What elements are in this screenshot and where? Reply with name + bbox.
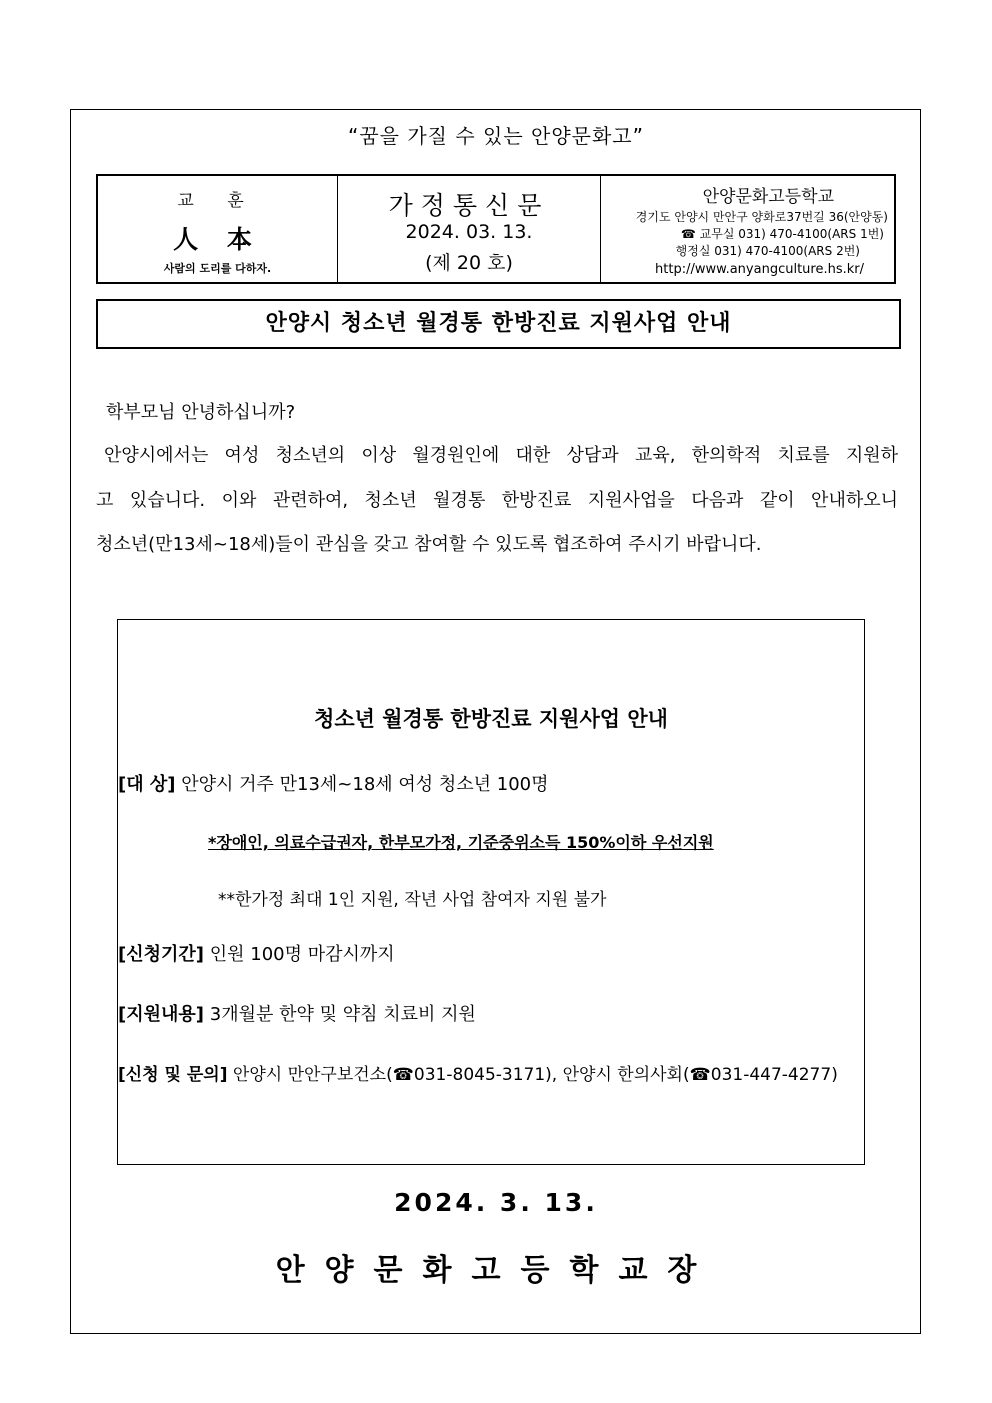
newsletter-date: 2024. 03. 13. xyxy=(405,221,533,243)
content-row xyxy=(118,1000,476,1026)
info-box xyxy=(117,619,865,1165)
sign-date: 2024. 3. 13. xyxy=(394,1188,598,1217)
content-value: 3개월분 한약 및 약침 치료비 지원 xyxy=(209,1004,476,1025)
target-row xyxy=(118,770,549,796)
principal-signature: 안양문화고등학교장 xyxy=(275,1253,717,1288)
restriction-note: **한가정 최대 1인 지원, 작년 사업 참여자 지원 불가 xyxy=(218,890,607,910)
target-key: [대 상] xyxy=(118,774,176,795)
letter-header xyxy=(96,174,896,284)
body-line-2: 고 있습니다. 이와 관련하여, 청소년 월경통 한방진료 지원사업을 다음과 같이 안내하오니 xyxy=(96,490,898,511)
contact-row xyxy=(118,1060,838,1085)
body-line-1: 안양시에서는 여성 청소년의 이상 월경원인에 대한 상담과 교육, 한의학적 치료를 지원하 xyxy=(104,445,898,466)
motto-sub: 사람의 도리를 다하자. xyxy=(163,262,272,275)
school-motto-cell xyxy=(98,176,338,282)
school-phone-admin: 행정실 031) 470-4100(ARS 2번) xyxy=(675,244,860,258)
school-url[interactable]: http://www.anyangculture.hs.kr/ xyxy=(655,262,864,277)
target-value: 안양시 거주 만13세~18세 여성 청소년 100명 xyxy=(181,774,549,795)
content-key: [지원내용] xyxy=(118,1004,205,1025)
school-slogan: “꿈을 가질 수 있는 안양문화고” xyxy=(348,124,644,148)
newsletter-cell xyxy=(338,176,601,282)
notice-title: 안양시 청소년 월경통 한방진료 지원사업 안내 xyxy=(96,299,901,349)
motto-label: 교 훈 xyxy=(177,191,258,211)
school-info-cell xyxy=(601,176,894,282)
greeting: 학부모님 안녕하십니까? xyxy=(106,402,296,423)
newsletter-issue: (제 20 호) xyxy=(425,252,513,274)
period-key: [신청기간] xyxy=(118,944,205,965)
newsletter-title: 가정통신문 xyxy=(388,191,550,220)
contact-key: [신청 및 문의] xyxy=(118,1065,228,1085)
school-address: 경기도 안양시 만안구 양화로37번길 36(안양동) xyxy=(635,210,888,224)
contact-value: 안양시 만안구보건소(☎031-8045-3171), 안양시 한의사회(☎031-447-4277) xyxy=(232,1065,838,1085)
period-row xyxy=(118,940,395,966)
motto-main: 人 本 xyxy=(173,225,262,254)
info-title: 청소년 월경통 한방진료 지원사업 안내 xyxy=(314,707,668,731)
school-phone-office: ☎ 교무실 031) 470-4100(ARS 1번) xyxy=(680,227,884,241)
school-name: 안양문화고등학교 xyxy=(702,187,834,207)
body-line-3: 청소년(만13세~18세)들이 관심을 갖고 참여할 수 있도록 협조하여 주시기 바랍니다. xyxy=(96,534,762,555)
priority-note: *장애인, 의료수급권자, 한부모가정, 기준중위소득 150%이하 우선지원 xyxy=(208,833,714,852)
period-value: 인원 100명 마감시까지 xyxy=(209,944,395,965)
